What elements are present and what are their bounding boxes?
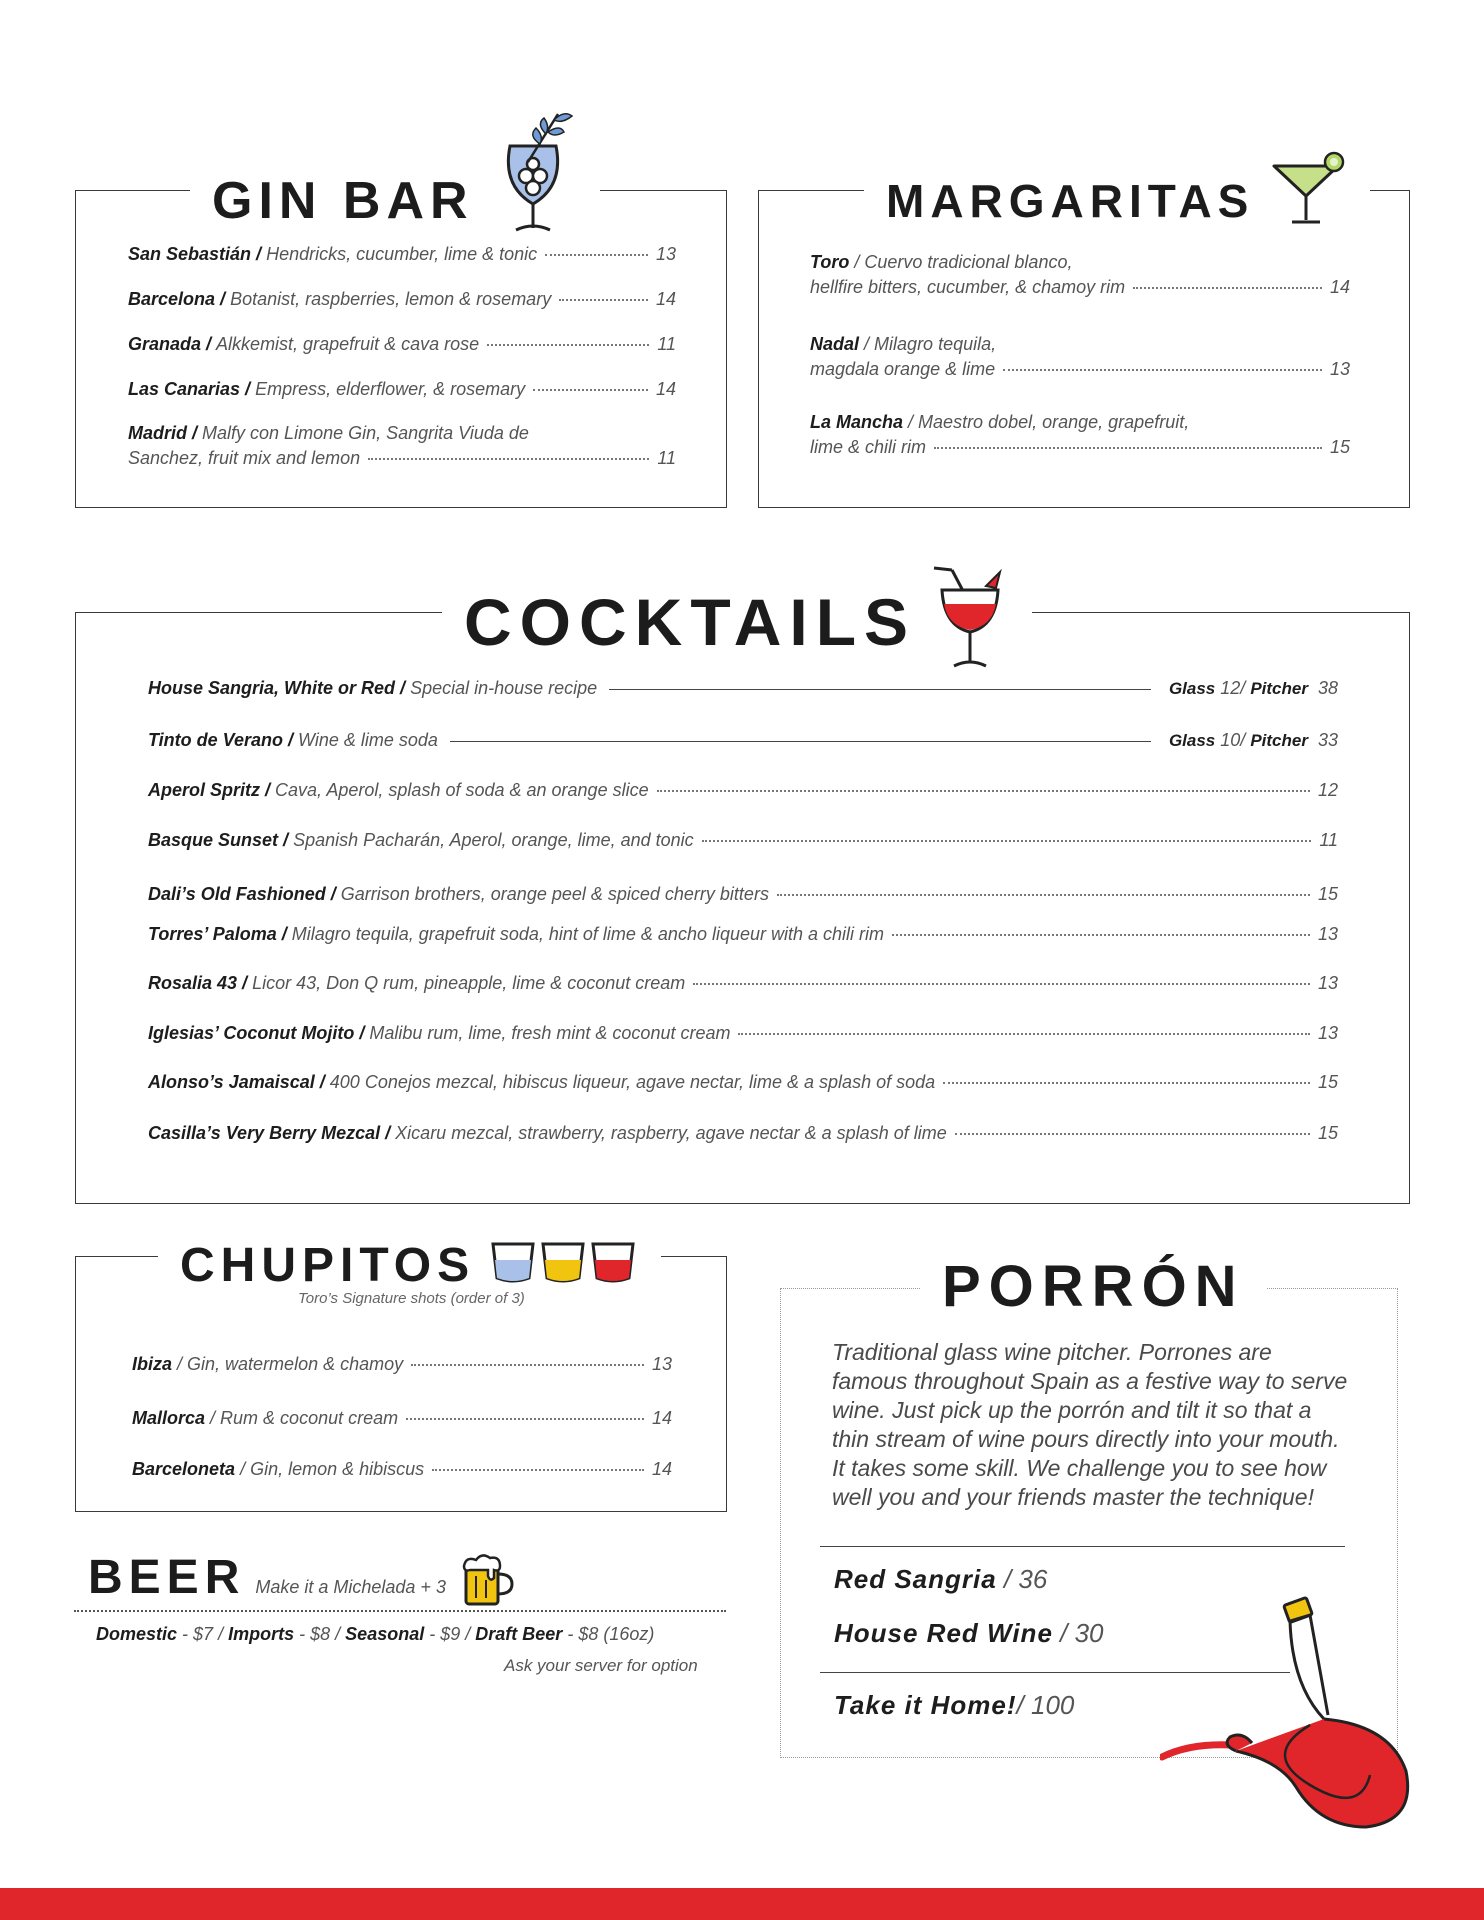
gin-item: Granada / Alkkemist, grapefruit & cava rose 11	[128, 334, 676, 354]
gin-glass-icon	[488, 106, 578, 236]
gin-item: Madrid / Malfy con Limone Gin, Sangrita Viuda de Sanchez, fruit mix and lemon 11	[128, 423, 676, 468]
cocktail-item: Tinto de Verano / Wine & lime soda Glass 10/ Pitcher 33	[148, 730, 1338, 750]
porron-title: PORRÓN	[942, 1254, 1245, 1319]
cocktails-box	[75, 612, 1410, 1204]
cocktails-title: COCKTAILS	[464, 585, 917, 659]
footer-red-bar	[0, 1888, 1484, 1920]
porron-item: Red Sangria / 36	[834, 1564, 1048, 1594]
gin-bar-title: GIN BAR	[212, 172, 474, 230]
porron-item: House Red Wine / 30	[834, 1618, 1104, 1648]
chupito-item: Barceloneta / Gin, lemon & hibiscus 14	[132, 1459, 672, 1479]
beer-note: Make it a Michelada + 3	[255, 1577, 446, 1597]
gin-item: San Sebastián / Hendricks, cucumber, lime & tonic 13	[128, 244, 676, 264]
chupito-item: Ibiza / Gin, watermelon & chamoy 13	[132, 1354, 672, 1374]
cocktail-item: Torres’ Paloma / Milagro tequila, grapefruit soda, hint of lime & ancho liqueur with a chili rim 13	[148, 924, 1338, 944]
porron-pitcher-icon	[1160, 1595, 1430, 1845]
cocktail-item: Basque Sunset / Spanish Pacharán, Aperol, orange, lime, and tonic 11	[148, 830, 1338, 850]
chupitos-subtitle: Toro’s Signature shots (order of 3)	[298, 1290, 525, 1307]
cocktails-title-wrap	[442, 570, 1032, 674]
beer-title: BEER	[88, 1551, 246, 1604]
porron-title-wrap	[920, 1254, 1267, 1319]
cocktail-item: Casilla’s Very Berry Mezcal / Xicaru mezcal, strawberry, raspberry, agave nectar & a splash of lime 15	[148, 1123, 1338, 1143]
beer-mug-icon	[460, 1552, 516, 1608]
porron-divider	[820, 1546, 1345, 1547]
cocktail-glass-icon	[930, 564, 1010, 674]
margaritas-title: MARGARITAS	[886, 175, 1255, 227]
porron-take-home: Take it Home!/ 100	[834, 1690, 1075, 1720]
beer-server-note: Ask your server for option	[504, 1656, 698, 1675]
chupitos-title: CHUPITOS	[180, 1239, 476, 1292]
gin-bar-title-wrap	[190, 166, 600, 236]
porron-description: Traditional glass wine pitcher. Porrones are famous throughout Spain as a festive way to serve wine. Just pick up the porrón and tilt it so that a thin stream of wine pours directly into your mouth. It takes some skill. We challenge you to see how well you and your friends master the technique!	[832, 1339, 1348, 1510]
chupitos-title-wrap	[158, 1239, 661, 1292]
chupito-item: Mallorca / Rum & coconut cream 14	[132, 1408, 672, 1428]
cocktail-item: Alonso’s Jamaiscal / 400 Conejos mezcal, hibiscus liqueur, agave nectar, lime & a splash of soda 15	[148, 1072, 1338, 1092]
margarita-item: La Mancha / Maestro dobel, orange, grapefruit, lime & chili rim 15	[810, 412, 1350, 457]
beer-header	[88, 1552, 516, 1602]
shot-glasses-icon	[489, 1238, 639, 1288]
cocktail-item: Aperol Spritz / Cava, Aperol, splash of soda & an orange slice 12	[148, 780, 1338, 800]
margaritas-title-wrap	[864, 172, 1370, 230]
gin-item: Las Canarias / Empress, elderflower, & rosemary 14	[128, 379, 676, 399]
cocktail-item: Rosalia 43 / Licor 43, Don Q rum, pineapple, lime & coconut cream 13	[148, 973, 1338, 993]
beer-prices: Domestic - $7 / Imports - $8 / Seasonal - $9 / Draft Beer - $8 (16oz)	[96, 1624, 655, 1644]
margarita-glass-icon	[1268, 150, 1348, 230]
margarita-item: Toro / Cuervo tradicional blanco, hellfire bitters, cucumber, & chamoy rim 14	[810, 252, 1350, 297]
cocktail-item: Dali’s Old Fashioned / Garrison brothers, orange peel & spiced cherry bitters 15	[148, 884, 1338, 904]
beer-divider	[74, 1610, 726, 1612]
margarita-item: Nadal / Milagro tequila, magdala orange & lime 13	[810, 334, 1350, 379]
cocktail-item: House Sangria, White or Red / Special in-house recipe Glass 12/ Pitcher 38	[148, 678, 1338, 698]
gin-item: Barcelona / Botanist, raspberries, lemon & rosemary 14	[128, 289, 676, 309]
cocktail-item: Iglesias’ Coconut Mojito / Malibu rum, lime, fresh mint & coconut cream 13	[148, 1023, 1338, 1043]
